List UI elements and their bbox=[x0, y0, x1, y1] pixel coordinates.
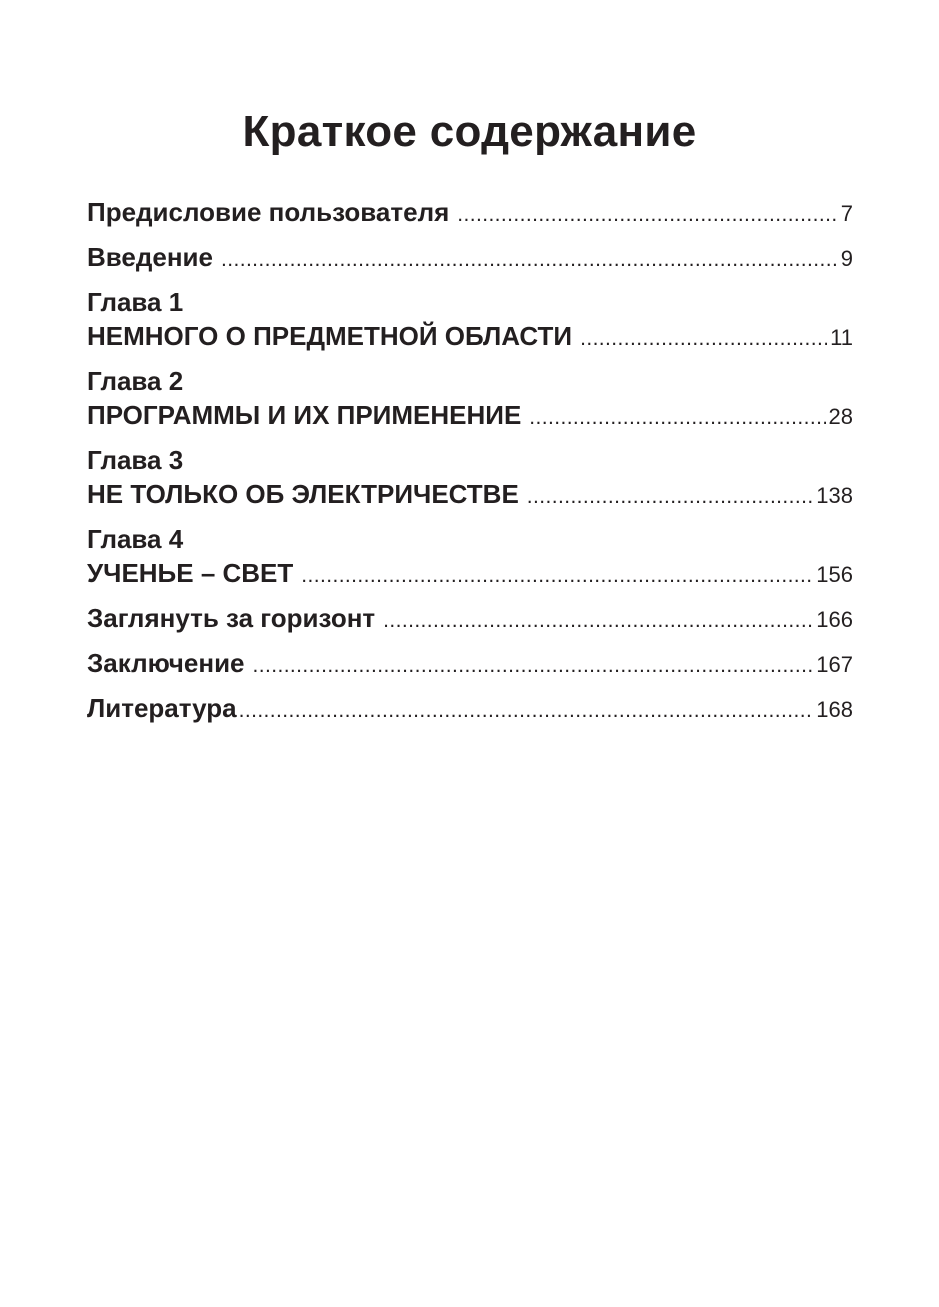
dot-leader bbox=[253, 649, 814, 683]
dot-leader bbox=[457, 198, 837, 232]
toc-line bbox=[87, 477, 853, 511]
toc-entry-introduction[interactable] bbox=[87, 240, 853, 274]
toc-page-number: 9 bbox=[840, 246, 853, 271]
chapter-label: Глава 4 bbox=[87, 524, 184, 554]
toc-entry-title: УЧЕНЬЕ – СВЕТ bbox=[87, 558, 294, 588]
toc-entry-chapter-1[interactable] bbox=[87, 285, 853, 353]
toc-page-number: 138 bbox=[816, 483, 853, 508]
page-title: Краткое содержание bbox=[242, 107, 697, 156]
toc-page-number: 28 bbox=[828, 404, 853, 429]
table-of-contents bbox=[87, 195, 853, 736]
dot-leader bbox=[529, 401, 825, 435]
dot-leader bbox=[580, 322, 827, 356]
toc-entry-title: НЕМНОГО О ПРЕДМЕТНОЙ ОБЛАСТИ bbox=[87, 321, 573, 351]
toc-line bbox=[87, 240, 853, 274]
toc-entry-title: Предисловие пользователя bbox=[87, 197, 450, 227]
dot-leader bbox=[239, 694, 814, 728]
dot-leader bbox=[221, 243, 838, 277]
toc-entry-chapter-2[interactable] bbox=[87, 364, 853, 432]
toc-entry-title: Введение bbox=[87, 242, 213, 272]
dot-leader bbox=[527, 480, 813, 514]
toc-page-number: 7 bbox=[840, 201, 853, 226]
chapter-label: Глава 2 bbox=[87, 366, 184, 396]
toc-entry-title: Заключение bbox=[87, 648, 245, 678]
toc-entry-chapter-4[interactable] bbox=[87, 522, 853, 590]
toc-entry-literature[interactable] bbox=[87, 691, 853, 725]
toc-line bbox=[87, 691, 853, 725]
toc-entry-title: Литература bbox=[87, 693, 237, 723]
toc-page-number: 11 bbox=[830, 325, 853, 350]
toc-line bbox=[87, 398, 853, 432]
dot-leader bbox=[383, 604, 813, 638]
chapter-label: Глава 1 bbox=[87, 287, 184, 317]
toc-entry-title: НЕ ТОЛЬКО ОБ ЭЛЕКТРИЧЕСТВЕ bbox=[87, 479, 519, 509]
toc-line bbox=[87, 319, 853, 353]
dot-leader bbox=[301, 559, 813, 593]
toc-page-number: 166 bbox=[816, 607, 853, 632]
toc-line bbox=[87, 195, 853, 229]
toc-entry-chapter-3[interactable] bbox=[87, 443, 853, 511]
toc-entry-conclusion[interactable] bbox=[87, 646, 853, 680]
toc-entry-beyond-horizon[interactable] bbox=[87, 601, 853, 635]
toc-page-number: 168 bbox=[816, 697, 853, 722]
toc-line bbox=[87, 601, 853, 635]
toc-line bbox=[87, 556, 853, 590]
chapter-label: Глава 3 bbox=[87, 445, 184, 475]
toc-entry-title: Заглянуть за горизонт bbox=[87, 603, 376, 633]
toc-entry-title: ПРОГРАММЫ И ИХ ПРИМЕНЕНИЕ bbox=[87, 400, 522, 430]
toc-line bbox=[87, 646, 853, 680]
toc-page-number: 167 bbox=[816, 652, 853, 677]
toc-page-number: 156 bbox=[816, 562, 853, 587]
toc-entry-preface[interactable] bbox=[87, 195, 853, 229]
